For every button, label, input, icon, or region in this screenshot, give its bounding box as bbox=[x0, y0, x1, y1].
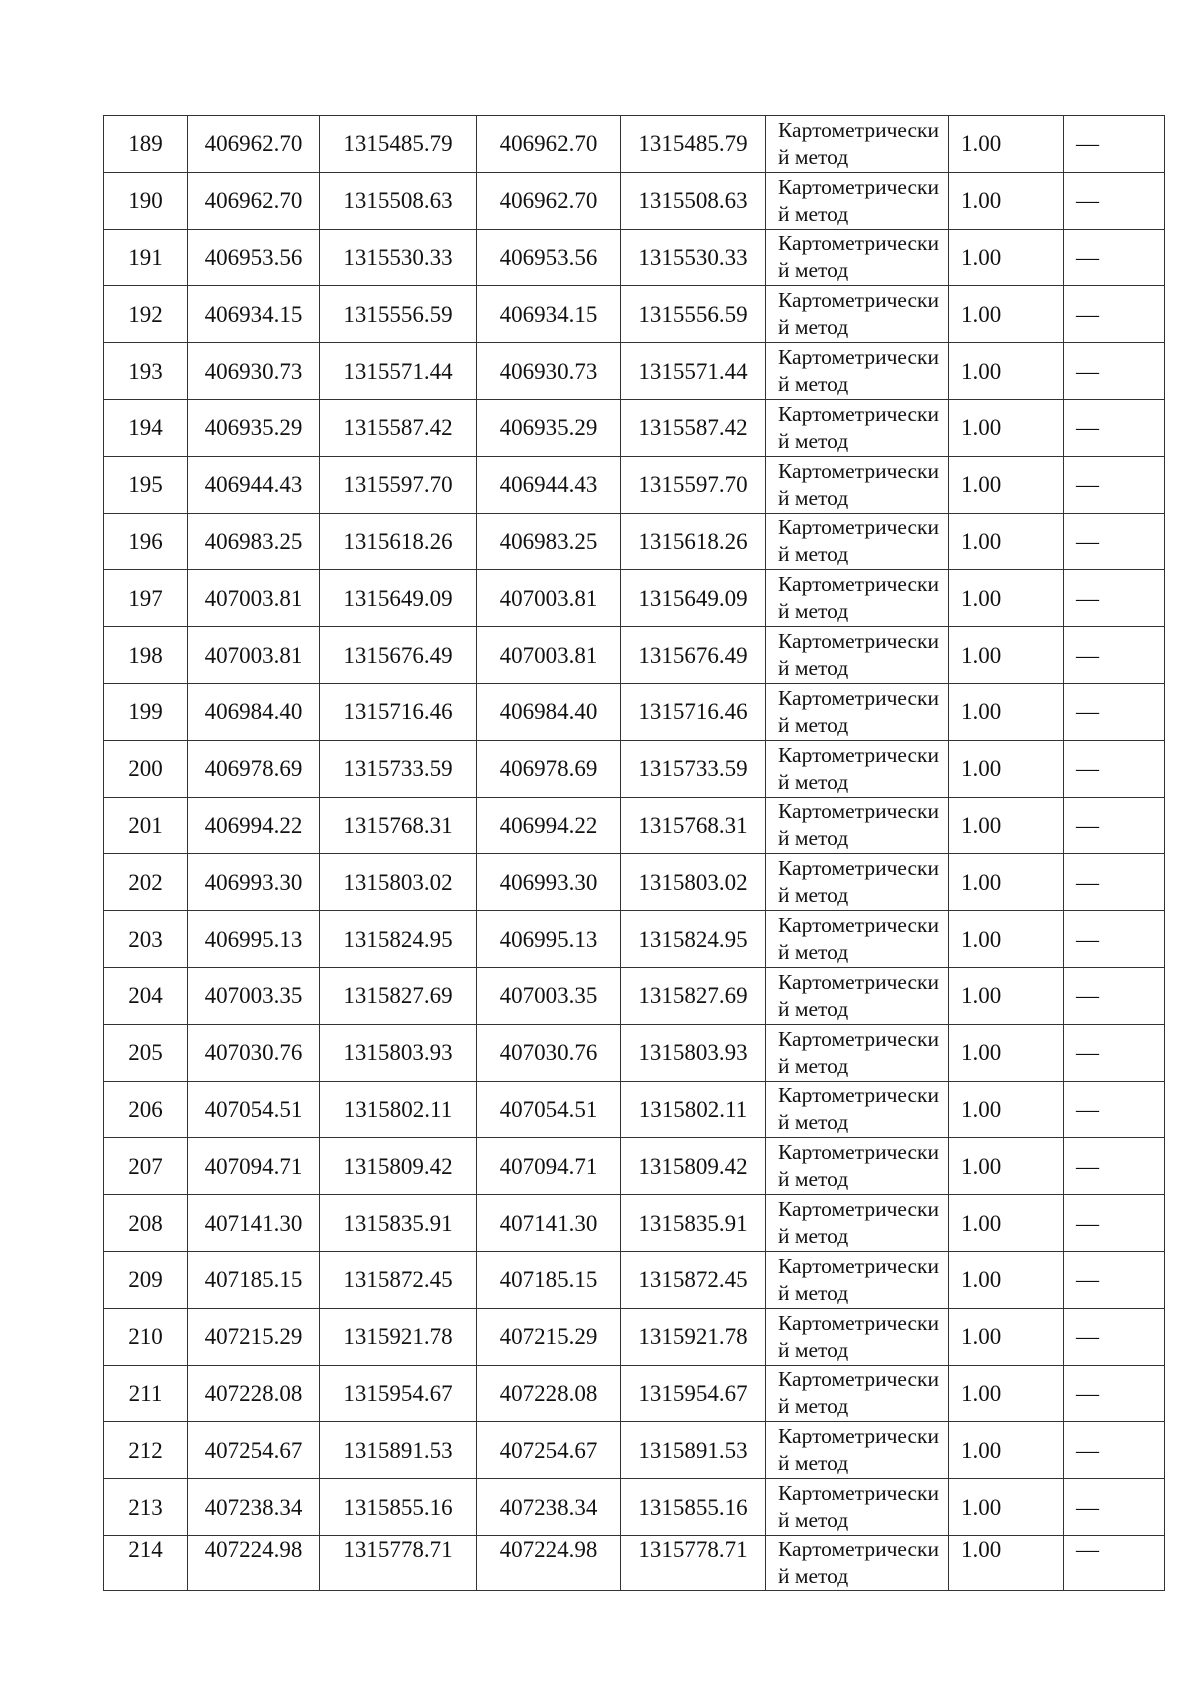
existing-x-cell: 406994.22 bbox=[188, 797, 320, 854]
point-number-cell: 213 bbox=[104, 1479, 188, 1536]
table-row bbox=[104, 172, 1165, 229]
accuracy-cell: 1.00 bbox=[949, 1422, 1064, 1479]
refined-x-cell: 407228.08 bbox=[477, 1365, 621, 1422]
note-cell: — bbox=[1064, 1308, 1165, 1365]
accuracy-cell: 1.00 bbox=[949, 1251, 1064, 1308]
refined-x-cell: 406930.73 bbox=[477, 343, 621, 400]
refined-y-cell: 1315618.26 bbox=[621, 513, 766, 570]
existing-y-cell: 1315676.49 bbox=[320, 627, 477, 684]
accuracy-cell: 1.00 bbox=[949, 683, 1064, 740]
point-number-cell: 195 bbox=[104, 456, 188, 513]
existing-y-cell: 1315872.45 bbox=[320, 1251, 477, 1308]
method-cell: Картометрический метод bbox=[766, 1081, 949, 1138]
method-cell: Картометрический метод bbox=[766, 1308, 949, 1365]
accuracy-cell: 1.00 bbox=[949, 627, 1064, 684]
table-row bbox=[104, 967, 1165, 1024]
existing-x-cell: 406935.29 bbox=[188, 399, 320, 456]
point-number-cell: 200 bbox=[104, 740, 188, 797]
point-number-cell: 190 bbox=[104, 172, 188, 229]
note-cell: — bbox=[1064, 229, 1165, 286]
table-row bbox=[104, 1081, 1165, 1138]
table-row bbox=[104, 627, 1165, 684]
table-row bbox=[104, 343, 1165, 400]
refined-y-cell: 1315803.02 bbox=[621, 854, 766, 911]
refined-y-cell: 1315508.63 bbox=[621, 172, 766, 229]
existing-y-cell: 1315530.33 bbox=[320, 229, 477, 286]
existing-x-cell: 406962.70 bbox=[188, 116, 320, 173]
note-cell: — bbox=[1064, 116, 1165, 173]
refined-x-cell: 407185.15 bbox=[477, 1251, 621, 1308]
note-cell: — bbox=[1064, 1535, 1165, 1590]
refined-y-cell: 1315891.53 bbox=[621, 1422, 766, 1479]
accuracy-cell: 1.00 bbox=[949, 456, 1064, 513]
note-cell: — bbox=[1064, 911, 1165, 968]
refined-y-cell: 1315855.16 bbox=[621, 1479, 766, 1536]
accuracy-cell: 1.00 bbox=[949, 570, 1064, 627]
refined-x-cell: 406978.69 bbox=[477, 740, 621, 797]
point-number-cell: 212 bbox=[104, 1422, 188, 1479]
accuracy-cell: 1.00 bbox=[949, 343, 1064, 400]
refined-x-cell: 406935.29 bbox=[477, 399, 621, 456]
existing-x-cell: 407003.35 bbox=[188, 967, 320, 1024]
table-row bbox=[104, 116, 1165, 173]
point-number-cell: 194 bbox=[104, 399, 188, 456]
existing-x-cell: 407141.30 bbox=[188, 1195, 320, 1252]
point-number-cell: 196 bbox=[104, 513, 188, 570]
existing-y-cell: 1315809.42 bbox=[320, 1138, 477, 1195]
method-cell: Картометрический метод bbox=[766, 286, 949, 343]
refined-y-cell: 1315835.91 bbox=[621, 1195, 766, 1252]
existing-x-cell: 407030.76 bbox=[188, 1024, 320, 1081]
existing-y-cell: 1315803.02 bbox=[320, 854, 477, 911]
existing-x-cell: 406984.40 bbox=[188, 683, 320, 740]
point-number-cell: 207 bbox=[104, 1138, 188, 1195]
table-row bbox=[104, 1479, 1165, 1536]
point-number-cell: 193 bbox=[104, 343, 188, 400]
refined-y-cell: 1315556.59 bbox=[621, 286, 766, 343]
note-cell: — bbox=[1064, 1081, 1165, 1138]
existing-y-cell: 1315803.93 bbox=[320, 1024, 477, 1081]
existing-y-cell: 1315556.59 bbox=[320, 286, 477, 343]
existing-y-cell: 1315571.44 bbox=[320, 343, 477, 400]
table-row bbox=[104, 797, 1165, 854]
existing-x-cell: 407215.29 bbox=[188, 1308, 320, 1365]
existing-y-cell: 1315891.53 bbox=[320, 1422, 477, 1479]
note-cell: — bbox=[1064, 683, 1165, 740]
table-row bbox=[104, 229, 1165, 286]
method-cell: Картометрический метод bbox=[766, 513, 949, 570]
refined-x-cell: 406962.70 bbox=[477, 116, 621, 173]
note-cell: — bbox=[1064, 1479, 1165, 1536]
accuracy-cell: 1.00 bbox=[949, 1308, 1064, 1365]
refined-y-cell: 1315768.31 bbox=[621, 797, 766, 854]
existing-x-cell: 407054.51 bbox=[188, 1081, 320, 1138]
method-cell: Картометрический метод bbox=[766, 1138, 949, 1195]
accuracy-cell: 1.00 bbox=[949, 1365, 1064, 1422]
table-row bbox=[104, 683, 1165, 740]
existing-x-cell: 407003.81 bbox=[188, 627, 320, 684]
note-cell: — bbox=[1064, 172, 1165, 229]
point-number-cell: 209 bbox=[104, 1251, 188, 1308]
refined-y-cell: 1315803.93 bbox=[621, 1024, 766, 1081]
existing-y-cell: 1315597.70 bbox=[320, 456, 477, 513]
point-number-cell: 208 bbox=[104, 1195, 188, 1252]
table-row bbox=[104, 570, 1165, 627]
refined-y-cell: 1315597.70 bbox=[621, 456, 766, 513]
refined-y-cell: 1315921.78 bbox=[621, 1308, 766, 1365]
existing-x-cell: 406993.30 bbox=[188, 854, 320, 911]
method-cell: Картометрический метод bbox=[766, 797, 949, 854]
method-cell: Картометрический метод bbox=[766, 683, 949, 740]
point-number-cell: 203 bbox=[104, 911, 188, 968]
existing-x-cell: 406995.13 bbox=[188, 911, 320, 968]
table-row bbox=[104, 1422, 1165, 1479]
table-row bbox=[104, 399, 1165, 456]
refined-y-cell: 1315676.49 bbox=[621, 627, 766, 684]
point-number-cell: 192 bbox=[104, 286, 188, 343]
refined-y-cell: 1315587.42 bbox=[621, 399, 766, 456]
refined-x-cell: 407003.81 bbox=[477, 627, 621, 684]
method-cell: Картометрический метод bbox=[766, 1251, 949, 1308]
existing-y-cell: 1315716.46 bbox=[320, 683, 477, 740]
coordinates-table bbox=[103, 115, 1165, 1591]
note-cell: — bbox=[1064, 286, 1165, 343]
method-cell: Картометрический метод bbox=[766, 740, 949, 797]
existing-x-cell: 406983.25 bbox=[188, 513, 320, 570]
accuracy-cell: 1.00 bbox=[949, 399, 1064, 456]
note-cell: — bbox=[1064, 1024, 1165, 1081]
point-number-cell: 204 bbox=[104, 967, 188, 1024]
refined-y-cell: 1315802.11 bbox=[621, 1081, 766, 1138]
note-cell: — bbox=[1064, 456, 1165, 513]
existing-y-cell: 1315921.78 bbox=[320, 1308, 477, 1365]
accuracy-cell: 1.00 bbox=[949, 1081, 1064, 1138]
accuracy-cell: 1.00 bbox=[949, 797, 1064, 854]
refined-x-cell: 407238.34 bbox=[477, 1479, 621, 1536]
existing-x-cell: 406944.43 bbox=[188, 456, 320, 513]
refined-x-cell: 407224.98 bbox=[477, 1535, 621, 1590]
table-row bbox=[104, 1308, 1165, 1365]
note-cell: — bbox=[1064, 854, 1165, 911]
refined-x-cell: 406984.40 bbox=[477, 683, 621, 740]
existing-x-cell: 407228.08 bbox=[188, 1365, 320, 1422]
note-cell: — bbox=[1064, 1138, 1165, 1195]
note-cell: — bbox=[1064, 1195, 1165, 1252]
refined-x-cell: 406934.15 bbox=[477, 286, 621, 343]
refined-y-cell: 1315824.95 bbox=[621, 911, 766, 968]
point-number-cell: 191 bbox=[104, 229, 188, 286]
existing-y-cell: 1315768.31 bbox=[320, 797, 477, 854]
accuracy-cell: 1.00 bbox=[949, 967, 1064, 1024]
note-cell: — bbox=[1064, 967, 1165, 1024]
existing-y-cell: 1315827.69 bbox=[320, 967, 477, 1024]
method-cell: Картометрический метод bbox=[766, 854, 949, 911]
method-cell: Картометрический метод bbox=[766, 967, 949, 1024]
point-number-cell: 214 bbox=[104, 1535, 188, 1590]
method-cell: Картометрический метод bbox=[766, 1195, 949, 1252]
refined-y-cell: 1315571.44 bbox=[621, 343, 766, 400]
existing-y-cell: 1315649.09 bbox=[320, 570, 477, 627]
accuracy-cell: 1.00 bbox=[949, 116, 1064, 173]
refined-y-cell: 1315872.45 bbox=[621, 1251, 766, 1308]
existing-y-cell: 1315733.59 bbox=[320, 740, 477, 797]
table-row bbox=[104, 854, 1165, 911]
table-row bbox=[104, 513, 1165, 570]
table-row bbox=[104, 911, 1165, 968]
refined-x-cell: 407003.81 bbox=[477, 570, 621, 627]
existing-x-cell: 406953.56 bbox=[188, 229, 320, 286]
existing-y-cell: 1315618.26 bbox=[320, 513, 477, 570]
method-cell: Картометрический метод bbox=[766, 1479, 949, 1536]
existing-x-cell: 406934.15 bbox=[188, 286, 320, 343]
method-cell: Картометрический метод bbox=[766, 1024, 949, 1081]
refined-x-cell: 406994.22 bbox=[477, 797, 621, 854]
existing-x-cell: 406930.73 bbox=[188, 343, 320, 400]
refined-x-cell: 407054.51 bbox=[477, 1081, 621, 1138]
refined-x-cell: 407030.76 bbox=[477, 1024, 621, 1081]
existing-x-cell: 407003.81 bbox=[188, 570, 320, 627]
point-number-cell: 189 bbox=[104, 116, 188, 173]
existing-y-cell: 1315508.63 bbox=[320, 172, 477, 229]
refined-x-cell: 407215.29 bbox=[477, 1308, 621, 1365]
table-row bbox=[104, 1535, 1165, 1590]
accuracy-cell: 1.00 bbox=[949, 1535, 1064, 1590]
table-row bbox=[104, 286, 1165, 343]
existing-y-cell: 1315485.79 bbox=[320, 116, 477, 173]
note-cell: — bbox=[1064, 399, 1165, 456]
refined-y-cell: 1315778.71 bbox=[621, 1535, 766, 1590]
point-number-cell: 199 bbox=[104, 683, 188, 740]
table-row bbox=[104, 1195, 1165, 1252]
method-cell: Картометрический метод bbox=[766, 1535, 949, 1590]
refined-x-cell: 407003.35 bbox=[477, 967, 621, 1024]
point-number-cell: 206 bbox=[104, 1081, 188, 1138]
refined-x-cell: 407094.71 bbox=[477, 1138, 621, 1195]
accuracy-cell: 1.00 bbox=[949, 854, 1064, 911]
point-number-cell: 211 bbox=[104, 1365, 188, 1422]
accuracy-cell: 1.00 bbox=[949, 1195, 1064, 1252]
point-number-cell: 198 bbox=[104, 627, 188, 684]
method-cell: Картометрический метод bbox=[766, 1422, 949, 1479]
coordinates-table-body bbox=[104, 116, 1165, 1591]
accuracy-cell: 1.00 bbox=[949, 740, 1064, 797]
refined-y-cell: 1315716.46 bbox=[621, 683, 766, 740]
accuracy-cell: 1.00 bbox=[949, 1024, 1064, 1081]
accuracy-cell: 1.00 bbox=[949, 172, 1064, 229]
existing-y-cell: 1315824.95 bbox=[320, 911, 477, 968]
existing-x-cell: 407185.15 bbox=[188, 1251, 320, 1308]
accuracy-cell: 1.00 bbox=[949, 229, 1064, 286]
table-row bbox=[104, 1365, 1165, 1422]
refined-y-cell: 1315485.79 bbox=[621, 116, 766, 173]
point-number-cell: 202 bbox=[104, 854, 188, 911]
accuracy-cell: 1.00 bbox=[949, 1138, 1064, 1195]
point-number-cell: 201 bbox=[104, 797, 188, 854]
table-row bbox=[104, 740, 1165, 797]
existing-x-cell: 407238.34 bbox=[188, 1479, 320, 1536]
accuracy-cell: 1.00 bbox=[949, 286, 1064, 343]
existing-y-cell: 1315778.71 bbox=[320, 1535, 477, 1590]
table-row bbox=[104, 1024, 1165, 1081]
point-number-cell: 210 bbox=[104, 1308, 188, 1365]
method-cell: Картометрический метод bbox=[766, 116, 949, 173]
refined-x-cell: 406953.56 bbox=[477, 229, 621, 286]
refined-y-cell: 1315733.59 bbox=[621, 740, 766, 797]
existing-y-cell: 1315587.42 bbox=[320, 399, 477, 456]
method-cell: Картометрический метод bbox=[766, 911, 949, 968]
existing-x-cell: 407254.67 bbox=[188, 1422, 320, 1479]
refined-y-cell: 1315649.09 bbox=[621, 570, 766, 627]
refined-y-cell: 1315954.67 bbox=[621, 1365, 766, 1422]
table-row bbox=[104, 1251, 1165, 1308]
existing-x-cell: 406978.69 bbox=[188, 740, 320, 797]
existing-y-cell: 1315802.11 bbox=[320, 1081, 477, 1138]
note-cell: — bbox=[1064, 343, 1165, 400]
refined-y-cell: 1315530.33 bbox=[621, 229, 766, 286]
note-cell: — bbox=[1064, 1365, 1165, 1422]
method-cell: Картометрический метод bbox=[766, 343, 949, 400]
existing-y-cell: 1315855.16 bbox=[320, 1479, 477, 1536]
existing-y-cell: 1315954.67 bbox=[320, 1365, 477, 1422]
refined-x-cell: 406983.25 bbox=[477, 513, 621, 570]
table-row bbox=[104, 1138, 1165, 1195]
refined-x-cell: 406993.30 bbox=[477, 854, 621, 911]
refined-y-cell: 1315809.42 bbox=[621, 1138, 766, 1195]
existing-x-cell: 406962.70 bbox=[188, 172, 320, 229]
method-cell: Картометрический метод bbox=[766, 456, 949, 513]
method-cell: Картометрический метод bbox=[766, 570, 949, 627]
method-cell: Картометрический метод bbox=[766, 627, 949, 684]
refined-x-cell: 407141.30 bbox=[477, 1195, 621, 1252]
note-cell: — bbox=[1064, 1251, 1165, 1308]
method-cell: Картометрический метод bbox=[766, 172, 949, 229]
point-number-cell: 197 bbox=[104, 570, 188, 627]
note-cell: — bbox=[1064, 797, 1165, 854]
accuracy-cell: 1.00 bbox=[949, 513, 1064, 570]
note-cell: — bbox=[1064, 1422, 1165, 1479]
existing-y-cell: 1315835.91 bbox=[320, 1195, 477, 1252]
refined-y-cell: 1315827.69 bbox=[621, 967, 766, 1024]
table-row bbox=[104, 456, 1165, 513]
refined-x-cell: 406995.13 bbox=[477, 911, 621, 968]
method-cell: Картометрический метод bbox=[766, 229, 949, 286]
method-cell: Картометрический метод bbox=[766, 1365, 949, 1422]
refined-x-cell: 406962.70 bbox=[477, 172, 621, 229]
method-cell: Картометрический метод bbox=[766, 399, 949, 456]
refined-x-cell: 407254.67 bbox=[477, 1422, 621, 1479]
note-cell: — bbox=[1064, 570, 1165, 627]
point-number-cell: 205 bbox=[104, 1024, 188, 1081]
note-cell: — bbox=[1064, 740, 1165, 797]
existing-x-cell: 407224.98 bbox=[188, 1535, 320, 1590]
note-cell: — bbox=[1064, 513, 1165, 570]
existing-x-cell: 407094.71 bbox=[188, 1138, 320, 1195]
note-cell: — bbox=[1064, 627, 1165, 684]
accuracy-cell: 1.00 bbox=[949, 1479, 1064, 1536]
accuracy-cell: 1.00 bbox=[949, 911, 1064, 968]
refined-x-cell: 406944.43 bbox=[477, 456, 621, 513]
